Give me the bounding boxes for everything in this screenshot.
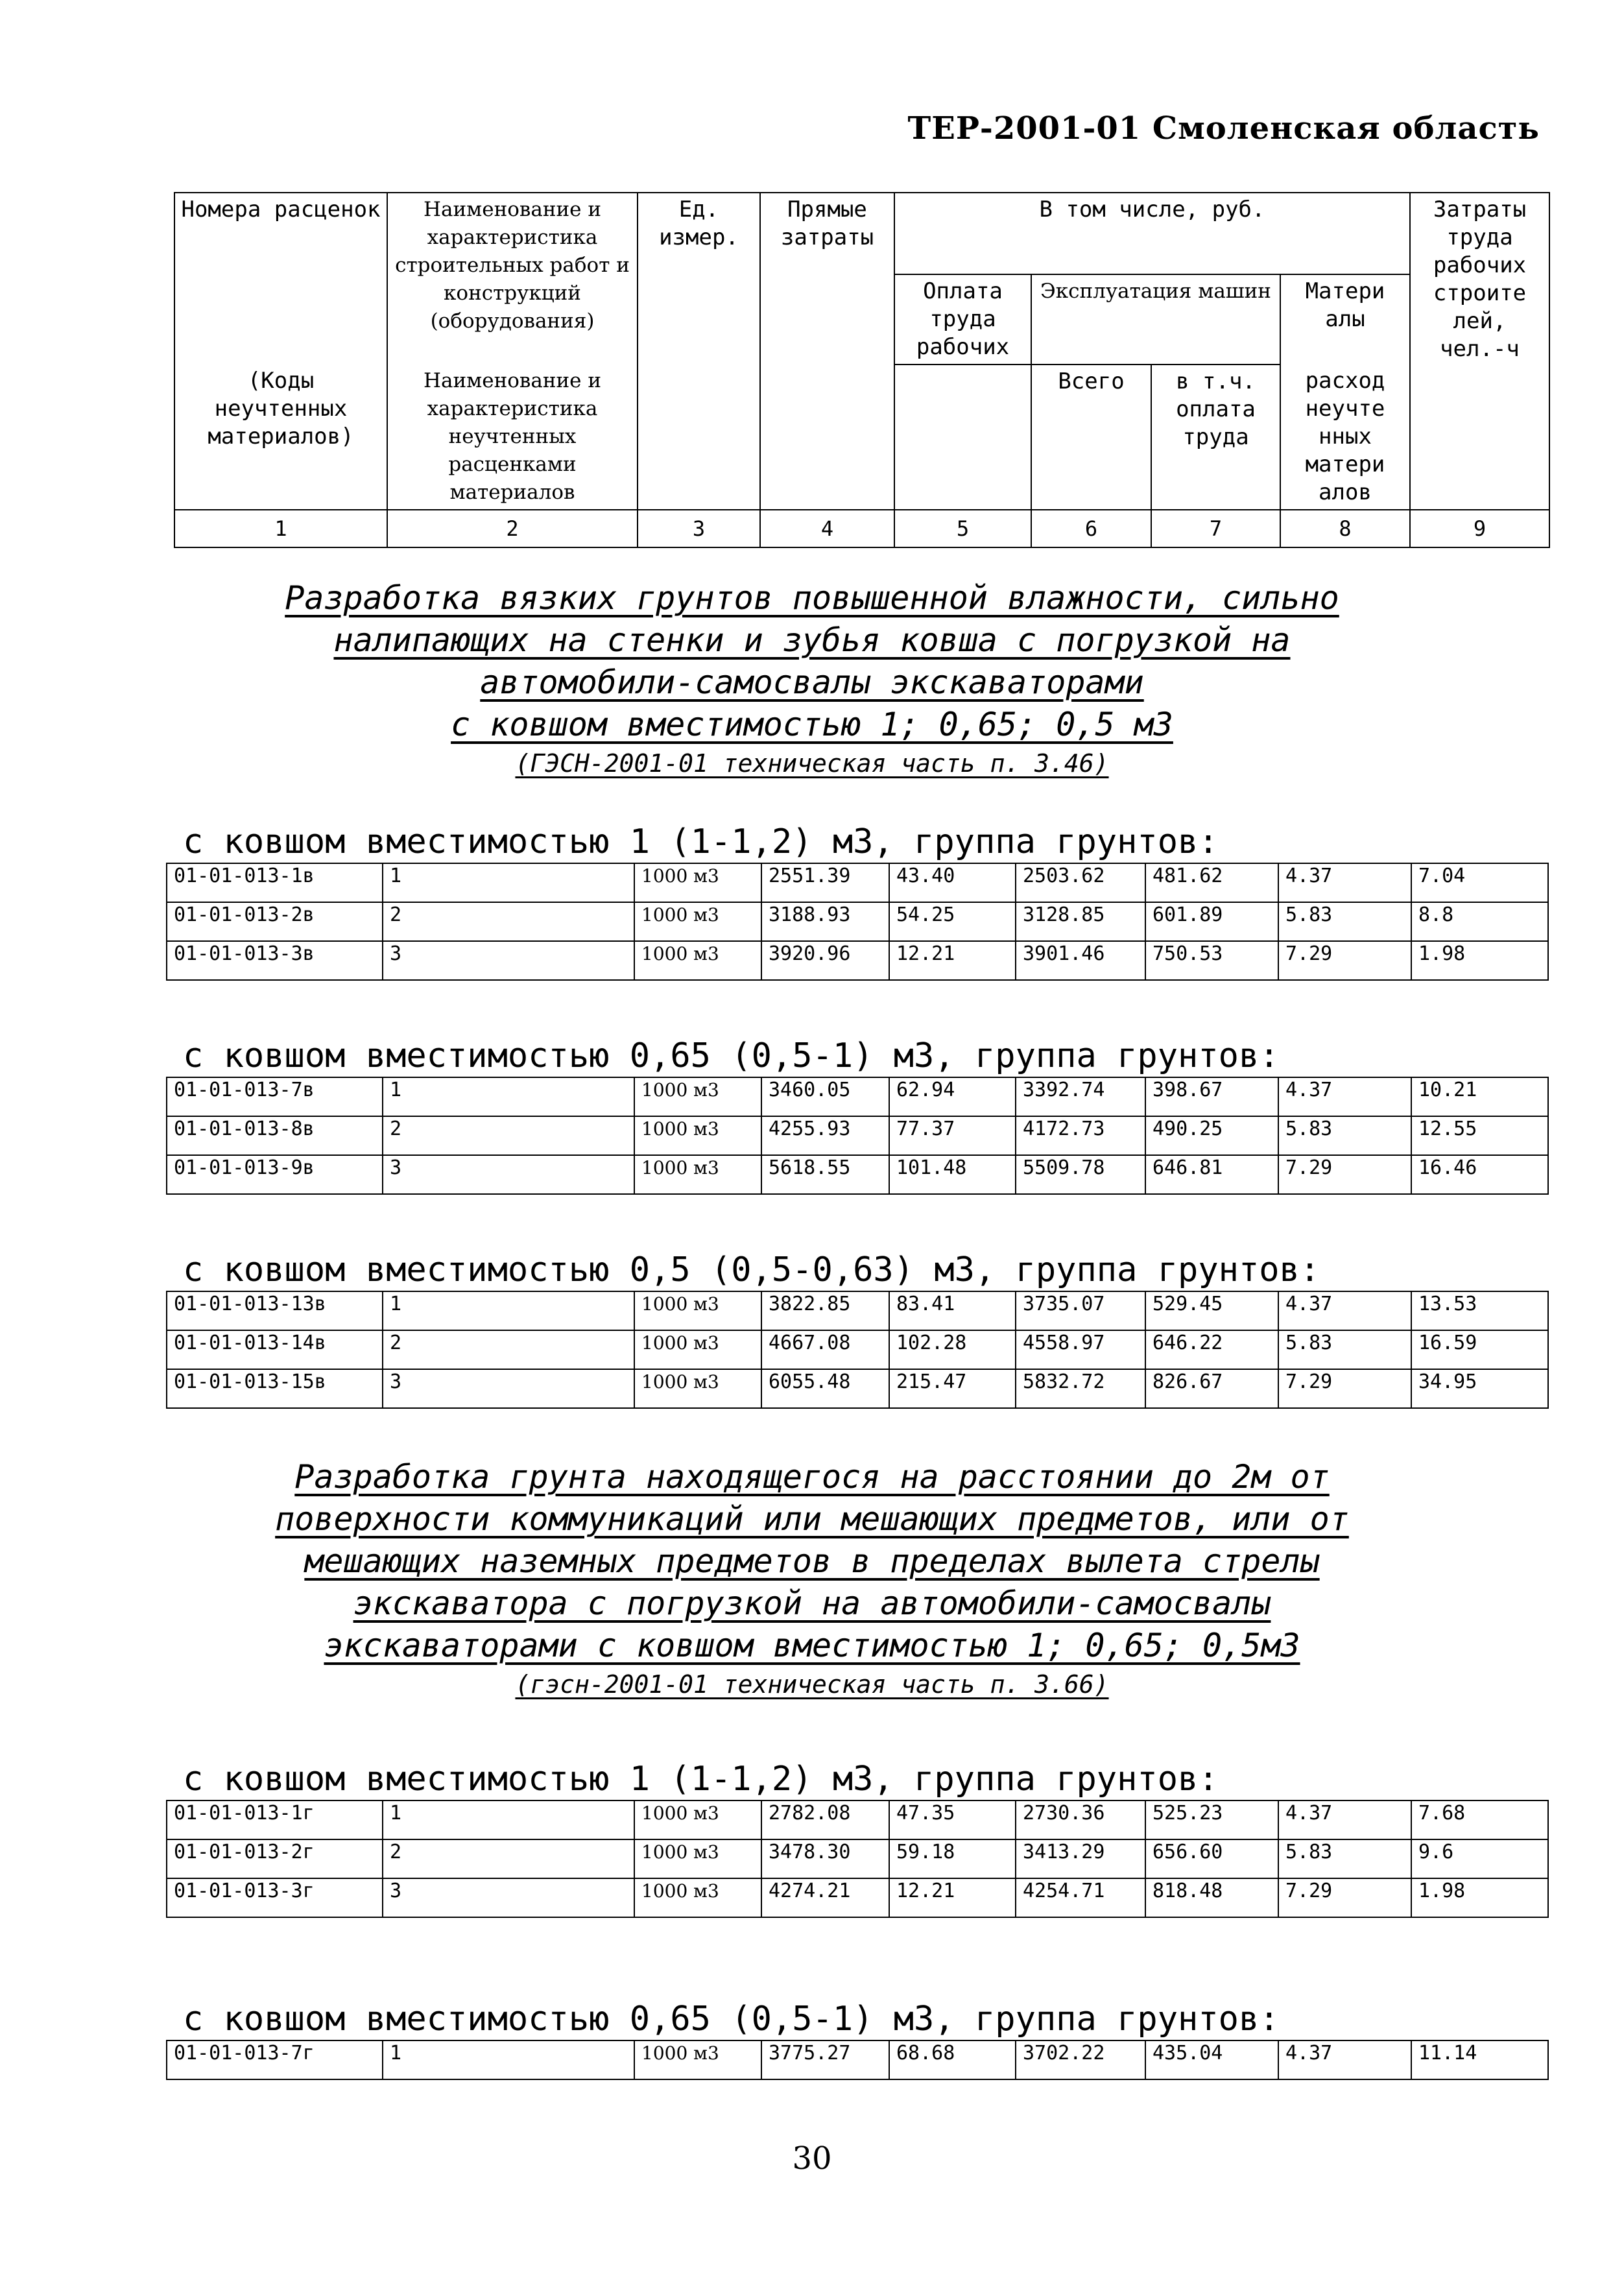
machine-total: 5509.78 bbox=[1016, 1155, 1145, 1194]
table-row bbox=[167, 1116, 1548, 1155]
materials: 4.37 bbox=[1278, 1800, 1411, 1839]
direct-costs: 4667.08 bbox=[761, 1330, 889, 1369]
section-heading-line: налипающих на стенки и зубья ковша с погрузкой на bbox=[333, 621, 1291, 659]
materials: 7.29 bbox=[1278, 1155, 1411, 1194]
labor-costs: 10.21 bbox=[1411, 1077, 1548, 1116]
labor-costs: 11.14 bbox=[1411, 2040, 1548, 2079]
materials: 4.37 bbox=[1278, 2040, 1411, 2079]
section-heading-near-utilities bbox=[0, 1456, 1624, 1702]
unit: 1000 м3 bbox=[634, 863, 761, 902]
direct-costs: 6055.48 bbox=[761, 1369, 889, 1408]
header-wages: Оплата труда рабочих bbox=[894, 274, 1031, 365]
group-title: с ковшом вместимостью 0,65 (0,5-1) м3, группа грунтов: bbox=[183, 2000, 1280, 2039]
header-column-numbers bbox=[174, 510, 1549, 547]
materials: 5.83 bbox=[1278, 1330, 1411, 1369]
machine-wages: 435.04 bbox=[1145, 2040, 1278, 2079]
table-row bbox=[167, 1369, 1548, 1408]
work-name: 1 bbox=[383, 1077, 634, 1116]
direct-costs: 3775.27 bbox=[761, 2040, 889, 2079]
rate-code: 01-01-013-7в bbox=[167, 1077, 383, 1116]
wages: 77.37 bbox=[889, 1116, 1016, 1155]
unit: 1000 м3 bbox=[634, 2040, 761, 2079]
work-name: 2 bbox=[383, 1330, 634, 1369]
machine-total: 4558.97 bbox=[1016, 1330, 1145, 1369]
direct-costs: 3822.85 bbox=[761, 1291, 889, 1330]
work-name: 2 bbox=[383, 902, 634, 941]
header-labor-costs: Затраты труда рабочих строите лей, чел.-ч bbox=[1410, 193, 1549, 510]
column-number: 2 bbox=[387, 510, 638, 547]
wages: 215.47 bbox=[889, 1369, 1016, 1408]
rate-table bbox=[166, 1291, 1549, 1409]
direct-costs: 3188.93 bbox=[761, 902, 889, 941]
rate-table bbox=[166, 2040, 1549, 2080]
direct-costs: 4255.93 bbox=[761, 1116, 889, 1155]
section-heading-line: экскаватора с погрузкой на автомобили-самосвалы bbox=[353, 1585, 1271, 1622]
section-reference: (гэсн-2001-01 техническая часть п. 3.66) bbox=[515, 1670, 1109, 1699]
wages: 59.18 bbox=[889, 1839, 1016, 1878]
materials: 4.37 bbox=[1278, 1291, 1411, 1330]
section-reference: (ГЭСН-2001-01 техническая часть п. 3.46) bbox=[515, 749, 1109, 778]
work-name: 3 bbox=[383, 1155, 634, 1194]
table-row bbox=[167, 1291, 1548, 1330]
column-number: 3 bbox=[638, 510, 760, 547]
table-row bbox=[167, 2040, 1548, 2079]
machine-total: 3128.85 bbox=[1016, 902, 1145, 941]
table-row bbox=[167, 1839, 1548, 1878]
work-name: 3 bbox=[383, 1369, 634, 1408]
machine-total: 2503.62 bbox=[1016, 863, 1145, 902]
header-machine-total: Всего bbox=[1031, 365, 1151, 510]
table-row bbox=[167, 902, 1548, 941]
header-work-name: Наименование и характеристика строительных работ и конструкций (оборудования) bbox=[387, 193, 638, 365]
wages: 102.28 bbox=[889, 1330, 1016, 1369]
section-heading-line: мешающих наземных предметов в пределах вылета стрелы bbox=[304, 1542, 1320, 1580]
column-number: 8 bbox=[1280, 510, 1410, 547]
table-row bbox=[167, 1077, 1548, 1116]
materials: 5.83 bbox=[1278, 902, 1411, 941]
labor-costs: 7.04 bbox=[1411, 863, 1548, 902]
rate-code: 01-01-013-7г bbox=[167, 2040, 383, 2079]
wages: 12.21 bbox=[889, 941, 1016, 980]
machine-total: 5832.72 bbox=[1016, 1369, 1145, 1408]
machine-wages: 525.23 bbox=[1145, 1800, 1278, 1839]
labor-costs: 9.6 bbox=[1411, 1839, 1548, 1878]
labor-costs: 16.46 bbox=[1411, 1155, 1548, 1194]
materials: 7.29 bbox=[1278, 1878, 1411, 1917]
machine-total: 2730.36 bbox=[1016, 1800, 1145, 1839]
machine-total: 4172.73 bbox=[1016, 1116, 1145, 1155]
unit: 1000 м3 bbox=[634, 1800, 761, 1839]
direct-costs: 3460.05 bbox=[761, 1077, 889, 1116]
machine-wages: 656.60 bbox=[1145, 1839, 1278, 1878]
machine-total: 3413.29 bbox=[1016, 1839, 1145, 1878]
rate-code: 01-01-013-2г bbox=[167, 1839, 383, 1878]
machine-wages: 818.48 bbox=[1145, 1878, 1278, 1917]
table-row bbox=[167, 941, 1548, 980]
machine-total: 3702.22 bbox=[1016, 2040, 1145, 2079]
work-name: 2 bbox=[383, 1116, 634, 1155]
work-name: 2 bbox=[383, 1839, 634, 1878]
machine-wages: 750.53 bbox=[1145, 941, 1278, 980]
rate-code: 01-01-013-14в bbox=[167, 1330, 383, 1369]
direct-costs: 3920.96 bbox=[761, 941, 889, 980]
labor-costs: 12.55 bbox=[1411, 1116, 1548, 1155]
machine-wages: 481.62 bbox=[1145, 863, 1278, 902]
materials: 5.83 bbox=[1278, 1116, 1411, 1155]
table-row bbox=[167, 1800, 1548, 1839]
materials: 7.29 bbox=[1278, 941, 1411, 980]
header-machine-wages: в т.ч. оплата труда bbox=[1151, 365, 1280, 510]
header-material-codes: (Коды неучтенных материалов) bbox=[174, 365, 387, 510]
header-material-consumption: расход неучте нных матери алов bbox=[1280, 365, 1410, 510]
direct-costs: 2551.39 bbox=[761, 863, 889, 902]
header-including: В том числе, руб. bbox=[894, 193, 1410, 274]
rate-code: 01-01-013-2в bbox=[167, 902, 383, 941]
group-title: с ковшом вместимостью 1 (1-1,2) м3, группа грунтов: bbox=[183, 1760, 1219, 1799]
section-heading-line: экскаваторами с ковшом вместимостью 1; 0,65; 0,5м3 bbox=[324, 1627, 1300, 1664]
document-title: ТЕР-2001-01 Смоленская область bbox=[907, 110, 1540, 147]
header-machine-operation: Эксплуатация машин bbox=[1031, 274, 1280, 365]
section-heading-line: автомобили-самосвалы экскаваторами bbox=[480, 664, 1144, 701]
rate-code: 01-01-013-13в bbox=[167, 1291, 383, 1330]
header-direct-costs: Прямые затраты bbox=[760, 193, 894, 510]
unit: 1000 м3 bbox=[634, 1077, 761, 1116]
unit: 1000 м3 bbox=[634, 941, 761, 980]
table-row bbox=[167, 1878, 1548, 1917]
work-name: 1 bbox=[383, 2040, 634, 2079]
materials: 5.83 bbox=[1278, 1839, 1411, 1878]
header-rate-number: Номера расценок bbox=[174, 193, 387, 365]
unit: 1000 м3 bbox=[634, 1369, 761, 1408]
machine-total: 3392.74 bbox=[1016, 1077, 1145, 1116]
work-name: 3 bbox=[383, 1878, 634, 1917]
header-unit: Ед. измер. bbox=[638, 193, 760, 510]
wages: 62.94 bbox=[889, 1077, 1016, 1116]
header-material-name: Наименование и характеристика неучтенных расценками материалов bbox=[387, 365, 638, 510]
labor-costs: 1.98 bbox=[1411, 1878, 1548, 1917]
rate-code: 01-01-013-3в bbox=[167, 941, 383, 980]
direct-costs: 3478.30 bbox=[761, 1839, 889, 1878]
machine-wages: 398.67 bbox=[1145, 1077, 1278, 1116]
section-heading-line: Разработка вязких грунтов повышенной влажности, сильно bbox=[285, 579, 1339, 617]
direct-costs: 2782.08 bbox=[761, 1800, 889, 1839]
work-name: 1 bbox=[383, 1291, 634, 1330]
column-number: 1 bbox=[174, 510, 387, 547]
column-number: 9 bbox=[1410, 510, 1549, 547]
section-heading-viscous-soils bbox=[0, 577, 1624, 781]
section-heading-line: поверхности коммуникаций или мешающих предметов, или от bbox=[275, 1500, 1349, 1538]
materials: 4.37 bbox=[1278, 1077, 1411, 1116]
rate-table bbox=[166, 1077, 1549, 1195]
materials: 4.37 bbox=[1278, 863, 1411, 902]
column-number: 5 bbox=[894, 510, 1031, 547]
wages: 43.40 bbox=[889, 863, 1016, 902]
machine-wages: 490.25 bbox=[1145, 1116, 1278, 1155]
direct-costs: 5618.55 bbox=[761, 1155, 889, 1194]
header-materials: Матери алы bbox=[1280, 274, 1410, 365]
group-title: с ковшом вместимостью 1 (1-1,2) м3, группа грунтов: bbox=[183, 822, 1219, 861]
wages: 83.41 bbox=[889, 1291, 1016, 1330]
section-heading-line: с ковшом вместимостью 1; 0,65; 0,5 м3 bbox=[451, 706, 1173, 743]
wages: 101.48 bbox=[889, 1155, 1016, 1194]
column-header-table bbox=[174, 192, 1550, 548]
labor-costs: 8.8 bbox=[1411, 902, 1548, 941]
rate-code: 01-01-013-9в bbox=[167, 1155, 383, 1194]
rate-table bbox=[166, 1800, 1549, 1918]
machine-wages: 646.22 bbox=[1145, 1330, 1278, 1369]
machine-wages: 601.89 bbox=[1145, 902, 1278, 941]
work-name: 1 bbox=[383, 863, 634, 902]
labor-costs: 34.95 bbox=[1411, 1369, 1548, 1408]
unit: 1000 м3 bbox=[634, 902, 761, 941]
table-row bbox=[167, 1330, 1548, 1369]
labor-costs: 7.68 bbox=[1411, 1800, 1548, 1839]
column-number: 6 bbox=[1031, 510, 1151, 547]
work-name: 1 bbox=[383, 1800, 634, 1839]
column-number: 7 bbox=[1151, 510, 1280, 547]
unit: 1000 м3 bbox=[634, 1839, 761, 1878]
rate-code: 01-01-013-8в bbox=[167, 1116, 383, 1155]
wages: 47.35 bbox=[889, 1800, 1016, 1839]
machine-total: 3901.46 bbox=[1016, 941, 1145, 980]
machine-wages: 646.81 bbox=[1145, 1155, 1278, 1194]
rate-table bbox=[166, 863, 1549, 981]
direct-costs: 4274.21 bbox=[761, 1878, 889, 1917]
work-name: 3 bbox=[383, 941, 634, 980]
materials: 7.29 bbox=[1278, 1369, 1411, 1408]
unit: 1000 м3 bbox=[634, 1878, 761, 1917]
machine-total: 4254.71 bbox=[1016, 1878, 1145, 1917]
machine-total: 3735.07 bbox=[1016, 1291, 1145, 1330]
rate-code: 01-01-013-1г bbox=[167, 1800, 383, 1839]
labor-costs: 13.53 bbox=[1411, 1291, 1548, 1330]
rate-code: 01-01-013-3г bbox=[167, 1878, 383, 1917]
page-number: 30 bbox=[792, 2140, 832, 2177]
group-title: с ковшом вместимостью 0,5 (0,5-0,63) м3, группа грунтов: bbox=[183, 1250, 1320, 1289]
table-row bbox=[167, 1155, 1548, 1194]
unit: 1000 м3 bbox=[634, 1116, 761, 1155]
machine-wages: 529.45 bbox=[1145, 1291, 1278, 1330]
unit: 1000 м3 bbox=[634, 1330, 761, 1369]
machine-wages: 826.67 bbox=[1145, 1369, 1278, 1408]
table-row bbox=[167, 863, 1548, 902]
labor-costs: 1.98 bbox=[1411, 941, 1548, 980]
unit: 1000 м3 bbox=[634, 1155, 761, 1194]
labor-costs: 16.59 bbox=[1411, 1330, 1548, 1369]
column-number: 4 bbox=[760, 510, 894, 547]
wages: 68.68 bbox=[889, 2040, 1016, 2079]
wages: 12.21 bbox=[889, 1878, 1016, 1917]
rate-code: 01-01-013-1в bbox=[167, 863, 383, 902]
section-heading-line: Разработка грунта находящегося на расстоянии до 2м от bbox=[294, 1458, 1330, 1496]
unit: 1000 м3 bbox=[634, 1291, 761, 1330]
wages: 54.25 bbox=[889, 902, 1016, 941]
rate-code: 01-01-013-15в bbox=[167, 1369, 383, 1408]
group-title: с ковшом вместимостью 0,65 (0,5-1) м3, группа грунтов: bbox=[183, 1036, 1280, 1075]
